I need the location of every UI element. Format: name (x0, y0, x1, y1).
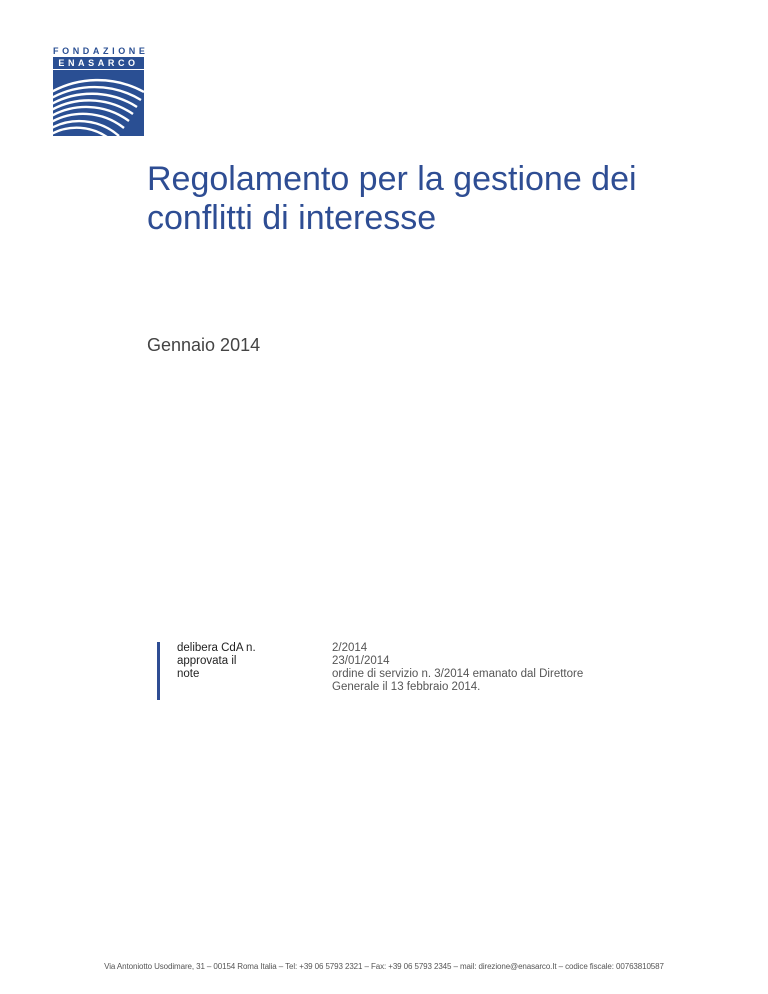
logo-text-enasarco: ENASARCO (53, 57, 144, 69)
meta-label: note (177, 668, 200, 680)
enasarco-logo (53, 46, 149, 136)
document-date: Gennaio 2014 (147, 335, 261, 355)
meta-value: 23/01/2014 (332, 655, 390, 667)
meta-label: approvata il (177, 655, 237, 667)
approval-info (157, 642, 584, 700)
meta-value: ordine di servizio n. 3/2014 emanato dal Direttore (332, 668, 584, 680)
document-title: Regolamento per la gestione dei conflitti di interesse (147, 160, 637, 237)
page-footer: Via Antoniotto Usodimare, 31 – 00154 Roma Italia – Tel: +39 06 5793 2321 – Fax: +39 06 5793 2345 – mail: direzione@enasarco.It – codice fiscale: 00763810587 (104, 962, 664, 971)
logo-text-fondazione: FONDAZIONE (53, 46, 149, 56)
meta-value: 2/2014 (332, 642, 368, 654)
meta-label: delibera CdA n. (177, 642, 256, 654)
meta-value: Generale il 13 febbraio 2014. (332, 681, 481, 693)
logo-arcs-icon (53, 70, 144, 136)
